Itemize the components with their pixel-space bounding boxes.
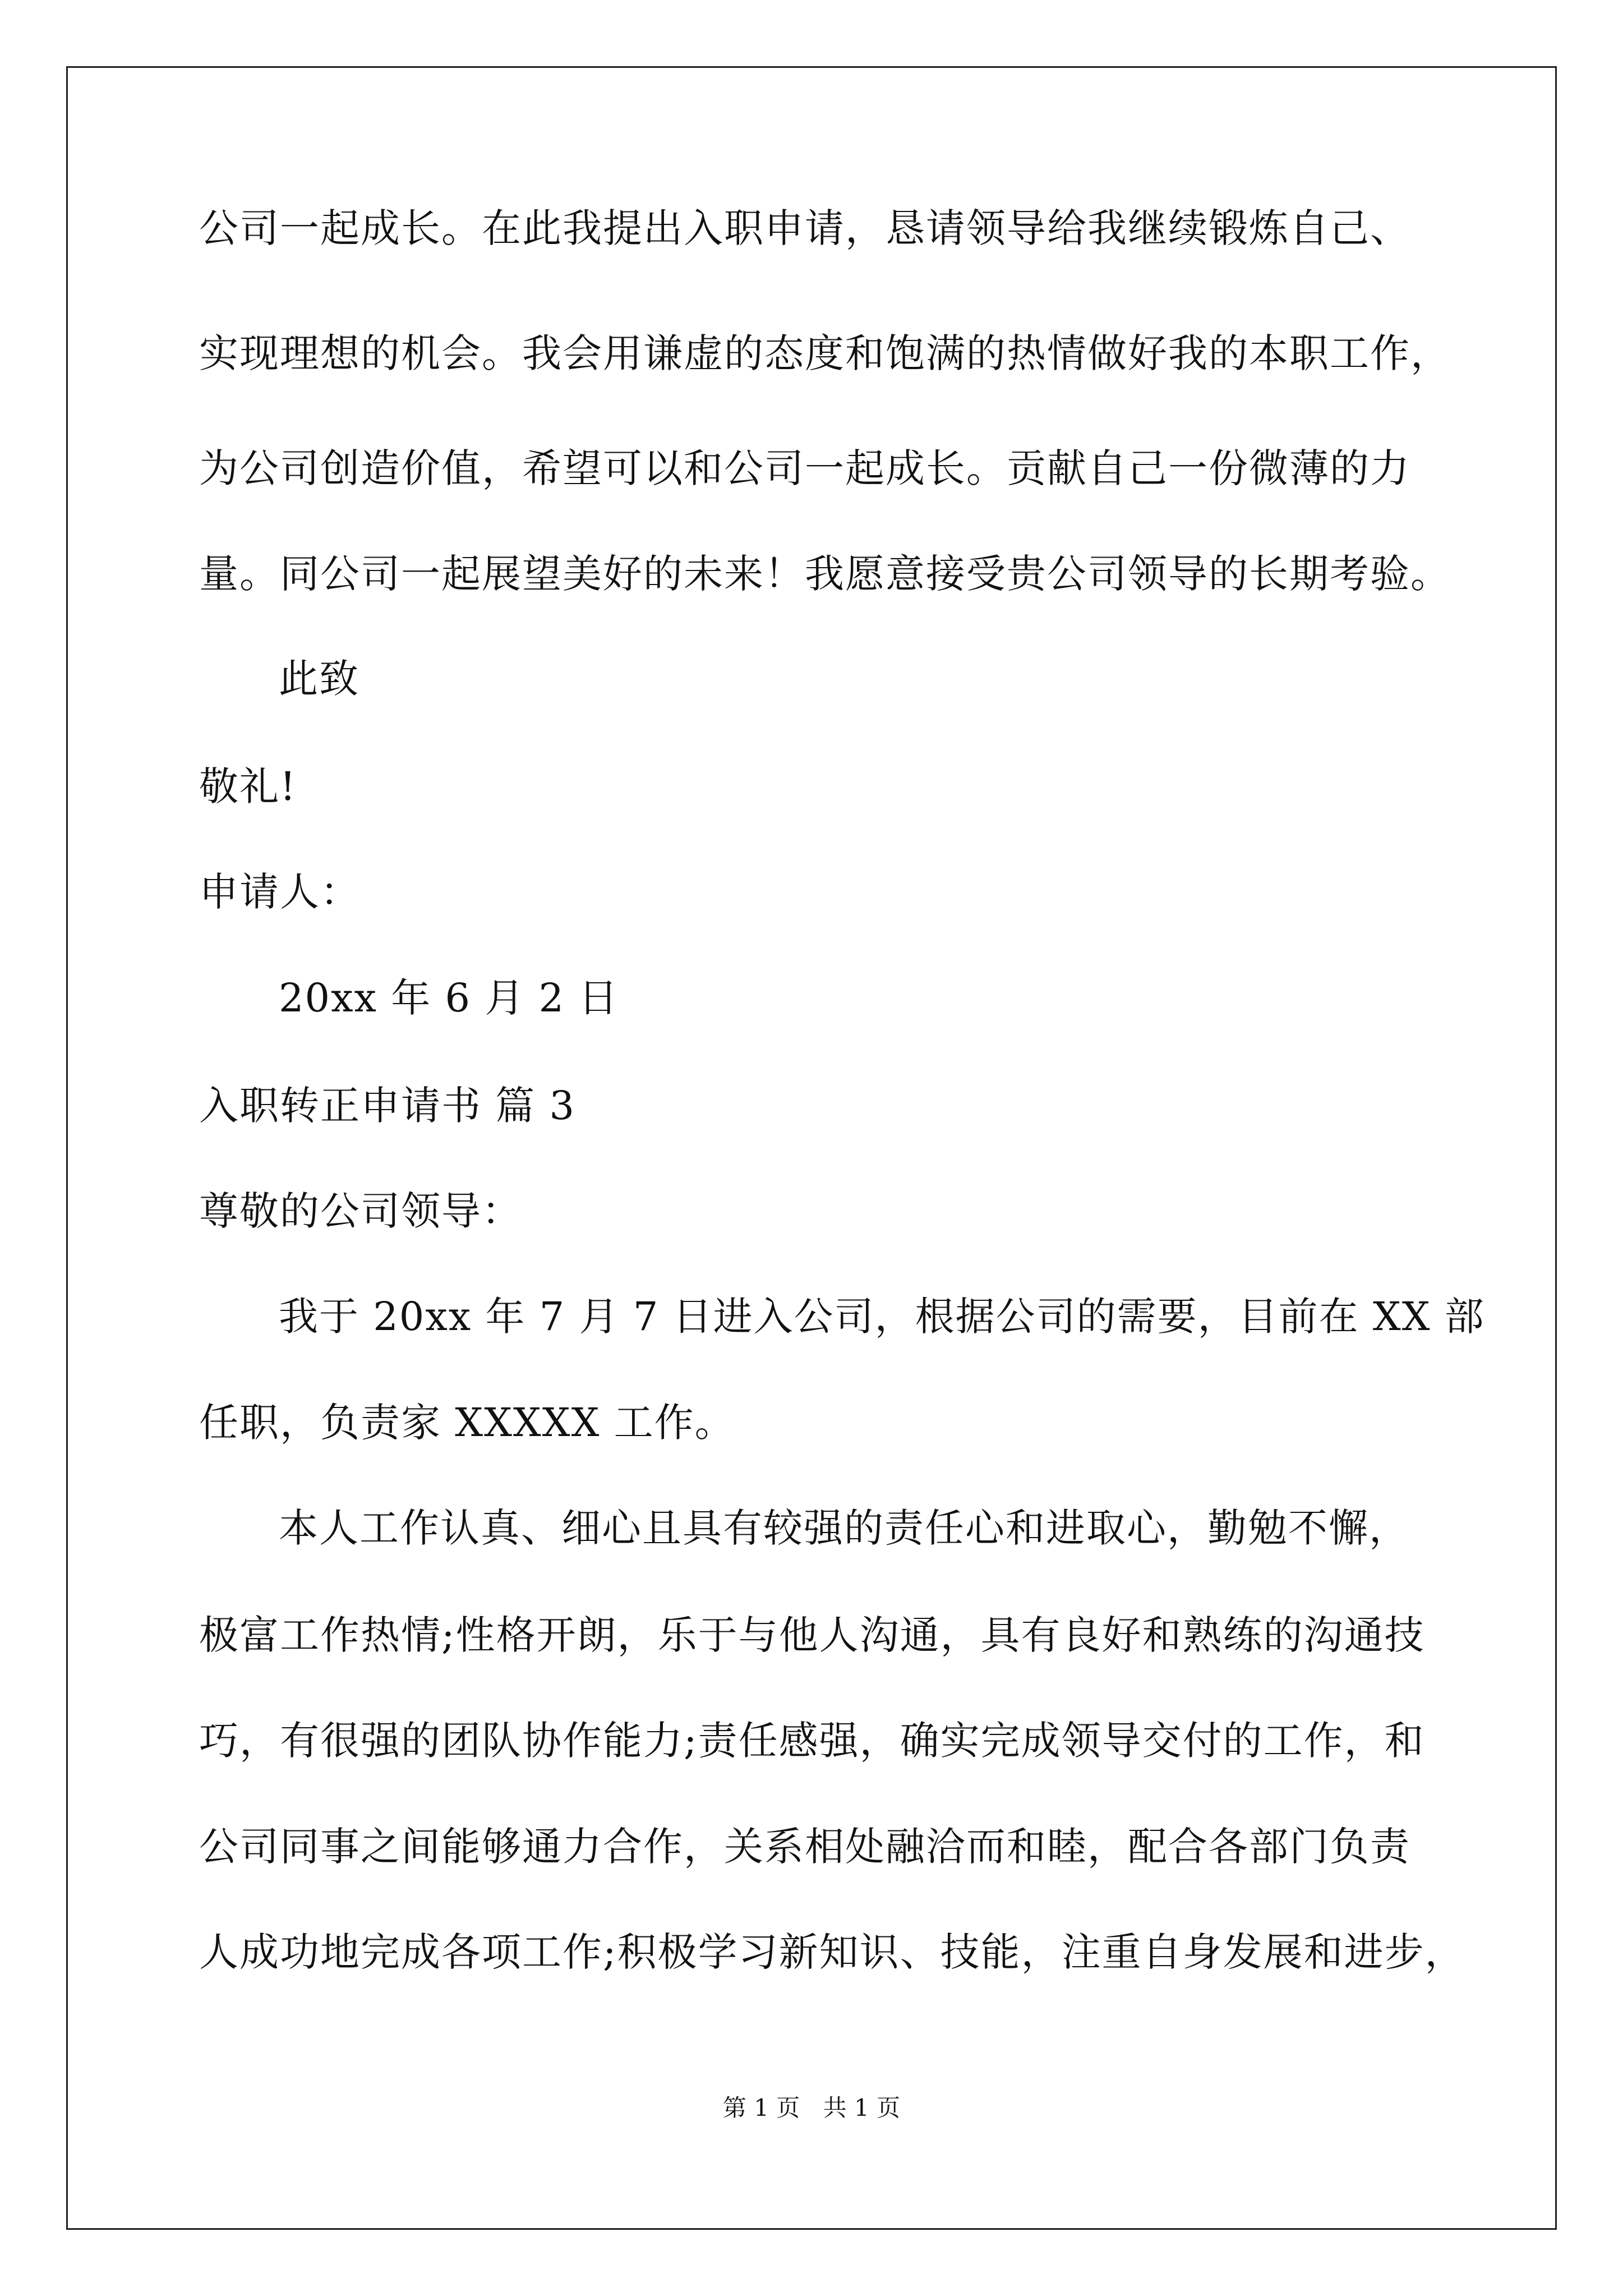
text-line: 公司同事之间能够通力合作，关系相处融洽而和睦，配合各部门负责 bbox=[199, 1824, 1410, 1870]
page-number: 第 1 页 bbox=[722, 2094, 800, 2122]
text-line: 为公司创造价值，希望可以和公司一起成长。贡献自己一份微薄的力 bbox=[199, 445, 1410, 491]
text-line: 本人工作认真、细心且具有较强的责任心和进取心，勤勉不懈， bbox=[279, 1505, 1409, 1551]
text-line: 实现理想的机会。我会用谦虚的态度和饱满的热情做好我的本职工作， bbox=[199, 330, 1451, 376]
text-line: 量。同公司一起展望美好的未来！我愿意接受贵公司领导的长期考验。 bbox=[199, 551, 1451, 597]
text-line: 巧，有很强的团队协作能力;责任感强，确实完成领导交付的工作，和 bbox=[199, 1718, 1425, 1764]
text-line: 公司一起成长。在此我提出入职申请，恳请领导给我继续锻炼自己、 bbox=[199, 205, 1410, 251]
section-title: 入职转正申请书 篇 3 bbox=[199, 1083, 576, 1129]
text-line: 人成功地完成各项工作;积极学习新知识、技能，注重自身发展和进步， bbox=[199, 1929, 1465, 1975]
page-total: 共 1 页 bbox=[823, 2094, 901, 2122]
greeting-line: 尊敬的公司领导： bbox=[199, 1188, 522, 1234]
closing-line: 敬礼! bbox=[199, 763, 297, 809]
applicant-line: 申请人： bbox=[199, 869, 361, 915]
page-footer bbox=[0, 2092, 1623, 2124]
text-line: 我于 20xx 年 7 月 7 日进入公司，根据公司的需要，目前在 XX 部 bbox=[279, 1294, 1485, 1340]
salutation-line: 此致 bbox=[279, 656, 359, 702]
text-line: 极富工作热情;性格开朗，乐于与他人沟通，具有良好和熟练的沟通技 bbox=[199, 1612, 1425, 1658]
date-line: 20xx 年 6 月 2 日 bbox=[279, 975, 619, 1021]
text-line: 任职，负责家 XXXXX 工作。 bbox=[199, 1400, 735, 1446]
page-border bbox=[66, 66, 1557, 2230]
